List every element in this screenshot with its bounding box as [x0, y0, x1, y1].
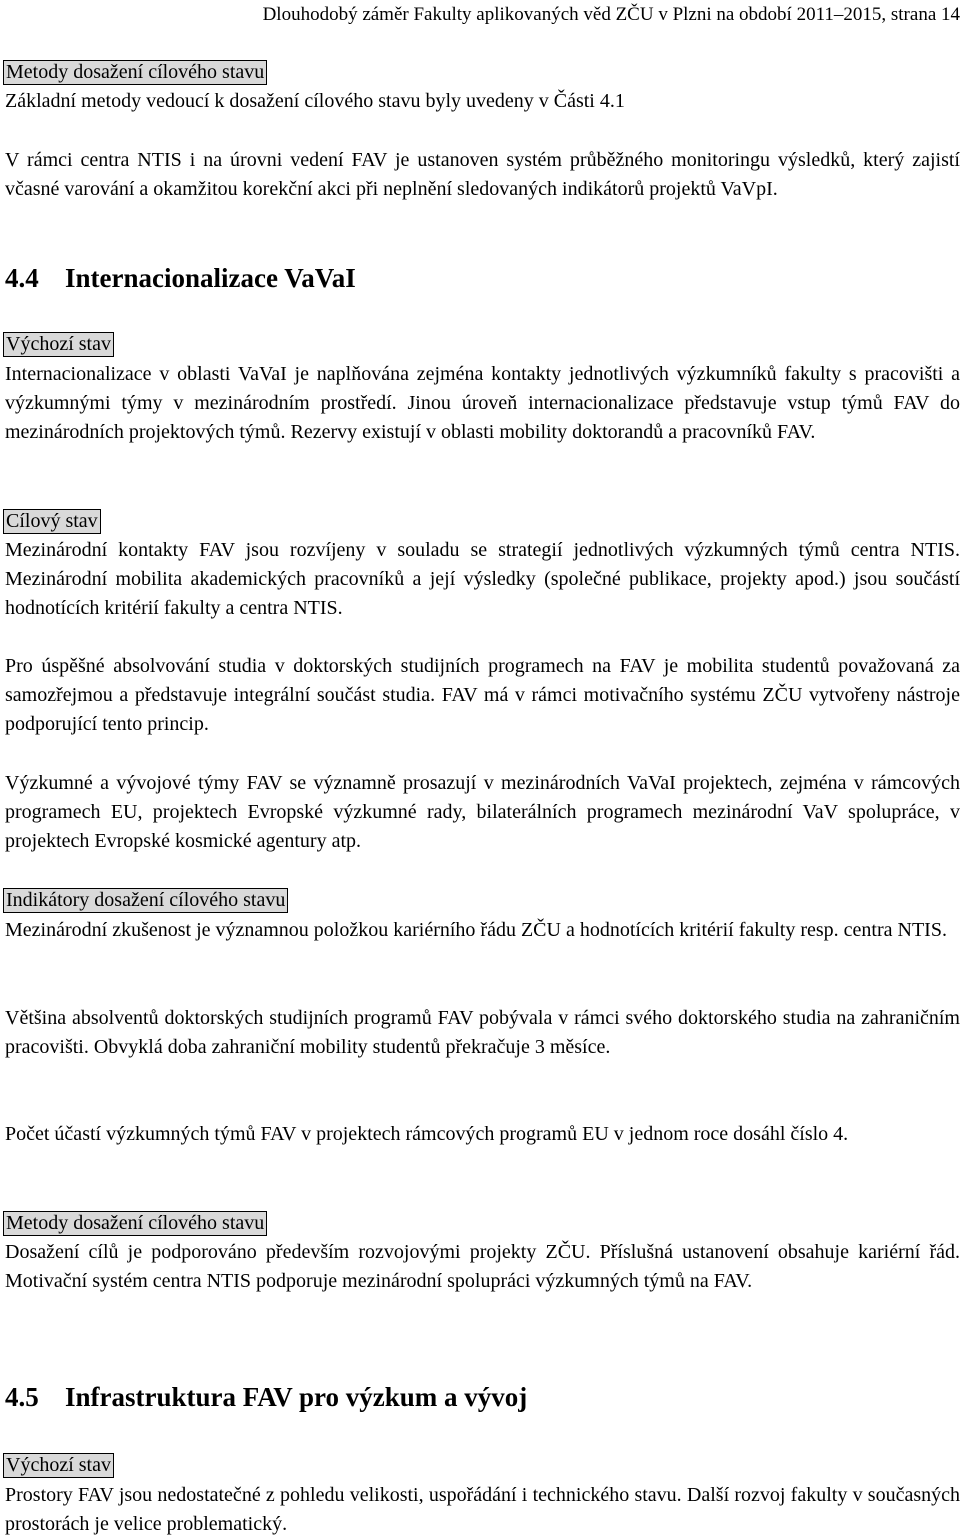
indicator-paragraph-2: Většina absolventů doktorských studijních programů FAV pobývala v rámci svého doktorského studia na zahraničním pracovišti. Obvyklá doba zahraniční mobility studentů překračuje 3 měsíce. [5, 1007, 960, 1058]
indicator-paragraph-1: Mezinárodní zkušenost je významnou položkou kariérního řádu ZČU a hodnotících kritérií fakulty resp. centra NTIS. [5, 919, 947, 941]
target-paragraph-3: Výzkumné a vývojové týmy FAV se významně prosazují v mezinárodních VaVaI projektech, zejména v rámcových programech EU, projektech Evropské výzkumné rady, bilaterálních programech mezinárodní VaV spolupráce, v projektech Evropské kosmické agentury atp. [5, 772, 960, 852]
indicators-label-block [5, 886, 960, 915]
methods-2-text: Dosažení cílů je podporováno především rozvojovými projekty ZČU. Příslušná ustanovení obsahuje kariérní řád. Motivační systém centra NTIS podporuje mezinárodní spolupráci výzkumných týmů na FAV. [5, 1241, 960, 1292]
methods-label-block-2 [5, 1209, 960, 1238]
section-heading-4-4 [5, 262, 356, 294]
target-paragraph-1: Mezinárodní kontakty FAV jsou rozvíjeny v souladu se strategií jednotlivých výzkumných týmů centra NTIS. Mezinárodní mobilita akademických pracovníků a její výsledky (společné publikace, projekty apod.) jsou součástí hodnotících kritérií fakulty a centra NTIS. [5, 539, 960, 619]
section-title: Internacionalizace VaVaI [65, 263, 356, 293]
methods-1-paragraph-1: Základní metody vedoucí k dosažení cílového stavu byly uvedeny v Části 4.1 [5, 90, 625, 112]
initial-state-label-4-4 [5, 330, 960, 359]
target-state-label [5, 507, 960, 536]
initial-state-text-4-5: Prostory FAV jsou nedostatečné z pohledu velikosti, uspořádání i technického stavu. Další rozvoj fakulty v současných prostorách je velice problematický. [5, 1484, 960, 1535]
indicator-paragraph-3: Počet účastí výzkumných týmů FAV v projektech rámcových programů EU v jednom roce dosáhl číslo 4. [5, 1123, 849, 1145]
subsection-label-methods-2: Metody dosažení cílového stavu [3, 1211, 267, 1236]
subsection-label-initial: Výchozí stav [3, 332, 114, 357]
initial-state-text-4-4: Internacionalizace v oblasti VaVaI je naplňována zejména kontakty jednotlivých výzkumníků fakulty s pracovišti a výzkumnými týmy v mezinárodním prostředí. Jinou úroveň internacionalizace představuje vstup týmů FAV do mezinárodních projektových týmů. Rezervy existují v oblasti mobility doktorandů a pracovníků FAV. [5, 363, 960, 443]
section-number: 4.5 [5, 1382, 39, 1412]
subsection-label-indicators: Indikátory dosažení cílového stavu [3, 888, 288, 913]
methods-section-1 [5, 58, 960, 116]
initial-state-label-4-5 [5, 1451, 960, 1480]
subsection-label-methods-1: Metody dosažení cílového stavu [3, 60, 267, 85]
section-title: Infrastruktura FAV pro výzkum a vývoj [65, 1382, 528, 1412]
section-heading-4-5 [5, 1381, 527, 1413]
subsection-label-initial-4-5: Výchozí stav [3, 1453, 114, 1478]
running-header: Dlouhodobý záměr Fakulty aplikovaných věd ZČU v Plzni na období 2011–2015, strana 14 [262, 4, 960, 25]
methods-1-paragraph-2: V rámci centra NTIS i na úrovni vedení FAV je ustanoven systém průběžného monitoringu výsledků, který zajistí včasné varování a okamžitou korekční akci při neplnění sledovaných indikátorů projektů VaVpI. [5, 149, 960, 200]
target-paragraph-2: Pro úspěšné absolvování studia v doktorských studijních programech na FAV je mobilita studentů považovaná za samozřejmou a představuje integrální součást studia. FAV má v rámci motivačního systému ZČU vytvořeny nástroje podporující tento princip. [5, 655, 960, 735]
section-number: 4.4 [5, 263, 39, 293]
subsection-label-target: Cílový stav [3, 509, 101, 534]
